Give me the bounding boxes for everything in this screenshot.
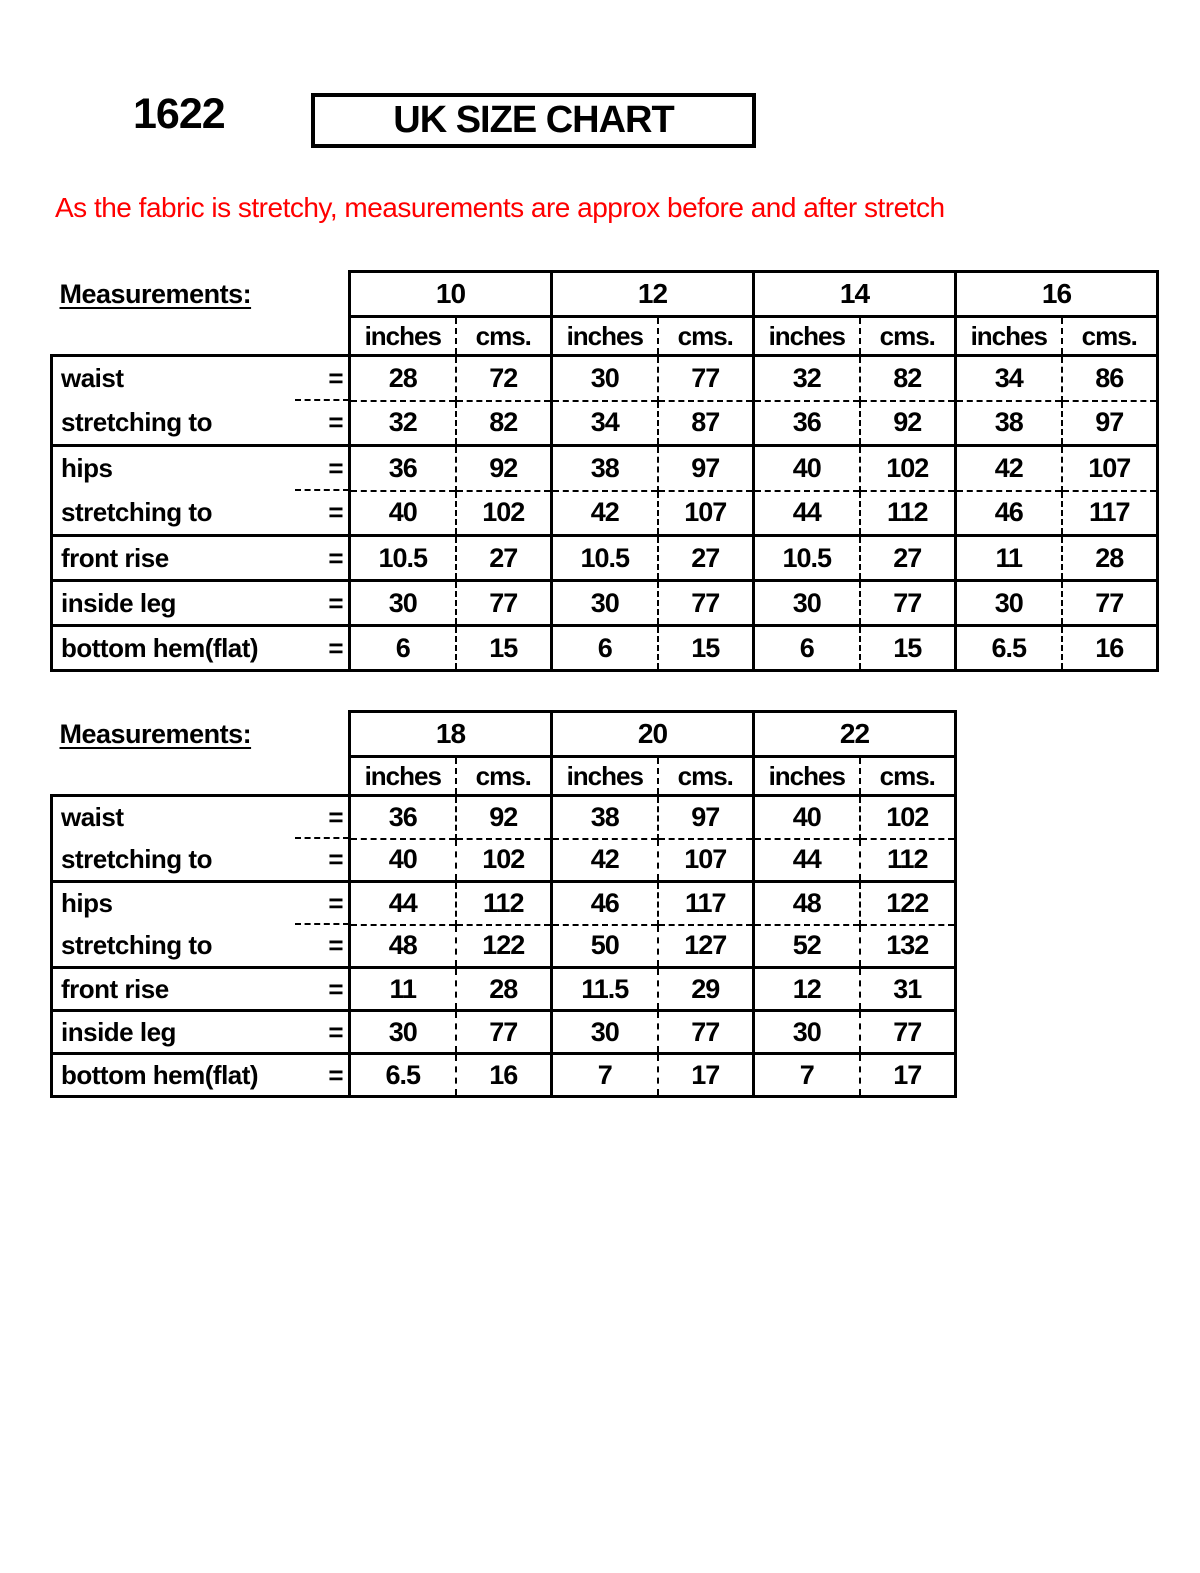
value-cms: 77 <box>658 581 754 626</box>
value-cms: 17 <box>860 1054 956 1097</box>
value-cms: 102 <box>860 446 956 491</box>
table-row <box>52 626 1158 671</box>
row-label-cell <box>52 536 350 581</box>
value-cms: 102 <box>860 796 956 839</box>
stretch-note: As the fabric is stretchy, measurements are approx before and after stretch <box>55 192 945 223</box>
value-inches: 7 <box>552 1054 658 1097</box>
table-row <box>52 925 956 968</box>
value-cms: 122 <box>456 925 552 968</box>
measurement-name: inside leg <box>61 587 176 618</box>
value-inches: 6 <box>552 626 658 671</box>
value-cms: 17 <box>658 1054 754 1097</box>
inches-header: inches <box>956 317 1062 356</box>
table-row <box>52 1054 956 1097</box>
row-label-cell <box>52 491 350 536</box>
inches-header: inches <box>552 757 658 796</box>
table-row <box>52 401 1158 446</box>
value-inches: 40 <box>754 796 860 839</box>
value-inches: 52 <box>754 925 860 968</box>
value-inches: 11.5 <box>552 968 658 1011</box>
cms-header: cms. <box>860 317 956 356</box>
empty-header-cell <box>52 317 350 356</box>
measurements-table <box>50 270 1159 672</box>
value-cms: 82 <box>456 401 552 446</box>
row-label-cell <box>52 925 350 968</box>
value-cms: 107 <box>658 491 754 536</box>
value-cms: 107 <box>658 839 754 882</box>
value-cms: 82 <box>860 356 956 401</box>
equals-sign: = <box>328 406 343 437</box>
measurement-name: stretching to <box>61 929 212 960</box>
page-title: UK SIZE CHART <box>393 99 674 141</box>
measurement-name: hips <box>61 453 113 484</box>
inches-header: inches <box>552 317 658 356</box>
value-cms: 15 <box>860 626 956 671</box>
measurement-name: bottom hem(flat) <box>61 632 259 663</box>
value-cms: 77 <box>658 356 754 401</box>
value-inches: 40 <box>754 446 860 491</box>
row-label-cell <box>52 401 350 446</box>
value-inches: 30 <box>754 581 860 626</box>
inches-header: inches <box>350 757 456 796</box>
value-cms: 102 <box>456 491 552 536</box>
cms-header: cms. <box>658 317 754 356</box>
value-cms: 29 <box>658 968 754 1011</box>
empty-header-cell <box>52 757 350 796</box>
value-inches: 30 <box>552 356 658 401</box>
measurement-name: waist <box>61 802 124 833</box>
value-cms: 31 <box>860 968 956 1011</box>
measurements-table <box>50 710 957 1098</box>
equals-sign: = <box>328 496 343 527</box>
value-cms: 77 <box>860 1011 956 1054</box>
value-inches: 30 <box>754 1011 860 1054</box>
value-inches: 30 <box>552 1011 658 1054</box>
value-inches: 32 <box>350 401 456 446</box>
size-table-10-16 <box>50 270 1159 672</box>
row-label-cell <box>52 882 350 925</box>
table-row <box>52 536 1158 581</box>
inches-header: inches <box>754 317 860 356</box>
inches-header: inches <box>350 317 456 356</box>
value-inches: 36 <box>350 796 456 839</box>
row-label-cell <box>52 839 350 882</box>
equals-sign: = <box>328 1059 343 1090</box>
measurement-name: waist <box>61 363 124 394</box>
size-header: 20 <box>552 712 754 757</box>
size-header: 22 <box>754 712 956 757</box>
value-inches: 48 <box>754 882 860 925</box>
table-row <box>52 491 1158 536</box>
value-cms: 77 <box>456 1011 552 1054</box>
value-inches: 34 <box>956 356 1062 401</box>
value-cms: 28 <box>1062 536 1158 581</box>
value-inches: 36 <box>350 446 456 491</box>
value-cms: 28 <box>456 968 552 1011</box>
value-cms: 77 <box>860 581 956 626</box>
value-inches: 42 <box>552 839 658 882</box>
table-row <box>52 882 956 925</box>
table-row <box>52 446 1158 491</box>
title-box <box>311 93 756 148</box>
size-header: 14 <box>754 272 956 317</box>
value-inches: 10.5 <box>350 536 456 581</box>
equals-sign: = <box>328 929 343 960</box>
table-row <box>52 1011 956 1054</box>
row-label-cell <box>52 968 350 1011</box>
value-cms: 15 <box>456 626 552 671</box>
row-label-cell <box>52 626 350 671</box>
value-inches: 50 <box>552 925 658 968</box>
measurements-heading: Measurements: <box>59 718 252 749</box>
value-cms: 27 <box>860 536 956 581</box>
value-cms: 112 <box>860 491 956 536</box>
equals-sign: = <box>328 973 343 1004</box>
cms-header: cms. <box>1062 317 1158 356</box>
value-inches: 38 <box>552 446 658 491</box>
value-inches: 34 <box>552 401 658 446</box>
value-inches: 44 <box>754 491 860 536</box>
inches-header: inches <box>754 757 860 796</box>
value-cms: 117 <box>658 882 754 925</box>
value-inches: 10.5 <box>754 536 860 581</box>
value-cms: 15 <box>658 626 754 671</box>
row-label-cell <box>52 446 350 491</box>
value-cms: 112 <box>860 839 956 882</box>
equals-sign: = <box>328 888 343 919</box>
value-inches: 42 <box>956 446 1062 491</box>
row-label-cell <box>52 796 350 839</box>
value-cms: 97 <box>1062 401 1158 446</box>
value-inches: 7 <box>754 1054 860 1097</box>
measurements-heading-cell <box>52 712 350 757</box>
value-cms: 77 <box>456 581 552 626</box>
value-inches: 38 <box>956 401 1062 446</box>
measurement-name: inside leg <box>61 1016 176 1047</box>
equals-sign: = <box>328 1016 343 1047</box>
value-cms: 16 <box>456 1054 552 1097</box>
table-row <box>52 839 956 882</box>
measurement-name: stretching to <box>61 843 212 874</box>
row-label-cell <box>52 356 350 401</box>
value-inches: 36 <box>754 401 860 446</box>
value-inches: 48 <box>350 925 456 968</box>
cms-header: cms. <box>456 757 552 796</box>
value-cms: 27 <box>456 536 552 581</box>
cms-header: cms. <box>860 757 956 796</box>
size-header: 16 <box>956 272 1158 317</box>
value-inches: 30 <box>956 581 1062 626</box>
value-inches: 40 <box>350 491 456 536</box>
value-inches: 46 <box>956 491 1062 536</box>
value-inches: 28 <box>350 356 456 401</box>
row-label-cell <box>52 1054 350 1097</box>
size-table-18-22 <box>50 710 957 1098</box>
value-inches: 30 <box>552 581 658 626</box>
value-cms: 87 <box>658 401 754 446</box>
value-cms: 77 <box>658 1011 754 1054</box>
style-code: 1622 <box>133 90 225 138</box>
value-inches: 10.5 <box>552 536 658 581</box>
value-inches: 38 <box>552 796 658 839</box>
value-cms: 97 <box>658 796 754 839</box>
value-inches: 6.5 <box>350 1054 456 1097</box>
value-cms: 107 <box>1062 446 1158 491</box>
cms-header: cms. <box>658 757 754 796</box>
value-cms: 27 <box>658 536 754 581</box>
value-cms: 16 <box>1062 626 1158 671</box>
measurement-name: hips <box>61 888 113 919</box>
size-header: 10 <box>350 272 552 317</box>
equals-sign: = <box>328 363 343 394</box>
size-header: 12 <box>552 272 754 317</box>
value-cms: 117 <box>1062 491 1158 536</box>
cms-header: cms. <box>456 317 552 356</box>
table-row <box>52 581 1158 626</box>
value-cms: 92 <box>860 401 956 446</box>
table-row <box>52 356 1158 401</box>
value-cms: 72 <box>456 356 552 401</box>
value-inches: 30 <box>350 1011 456 1054</box>
equals-sign: = <box>328 802 343 833</box>
value-inches: 6.5 <box>956 626 1062 671</box>
value-inches: 32 <box>754 356 860 401</box>
value-cms: 92 <box>456 446 552 491</box>
value-inches: 6 <box>754 626 860 671</box>
value-inches: 46 <box>552 882 658 925</box>
equals-sign: = <box>328 632 343 663</box>
value-cms: 132 <box>860 925 956 968</box>
value-cms: 77 <box>1062 581 1158 626</box>
value-inches: 30 <box>350 581 456 626</box>
value-cms: 102 <box>456 839 552 882</box>
equals-sign: = <box>328 453 343 484</box>
size-header: 18 <box>350 712 552 757</box>
value-inches: 11 <box>350 968 456 1011</box>
value-inches: 44 <box>754 839 860 882</box>
value-inches: 40 <box>350 839 456 882</box>
measurement-name: front rise <box>61 542 169 573</box>
value-cms: 92 <box>456 796 552 839</box>
value-inches: 44 <box>350 882 456 925</box>
measurements-heading: Measurements: <box>59 278 252 309</box>
value-inches: 42 <box>552 491 658 536</box>
measurement-name: bottom hem(flat) <box>61 1059 259 1090</box>
table-row <box>52 968 956 1011</box>
equals-sign: = <box>328 542 343 573</box>
value-cms: 86 <box>1062 356 1158 401</box>
value-cms: 127 <box>658 925 754 968</box>
value-cms: 122 <box>860 882 956 925</box>
value-cms: 112 <box>456 882 552 925</box>
value-inches: 6 <box>350 626 456 671</box>
table-row <box>52 796 956 839</box>
value-inches: 11 <box>956 536 1062 581</box>
measurements-heading-cell <box>52 272 350 317</box>
equals-sign: = <box>328 587 343 618</box>
row-label-cell <box>52 581 350 626</box>
value-cms: 97 <box>658 446 754 491</box>
measurement-name: stretching to <box>61 496 212 527</box>
value-inches: 12 <box>754 968 860 1011</box>
equals-sign: = <box>328 843 343 874</box>
measurement-name: stretching to <box>61 406 212 437</box>
row-label-cell <box>52 1011 350 1054</box>
measurement-name: front rise <box>61 973 169 1004</box>
